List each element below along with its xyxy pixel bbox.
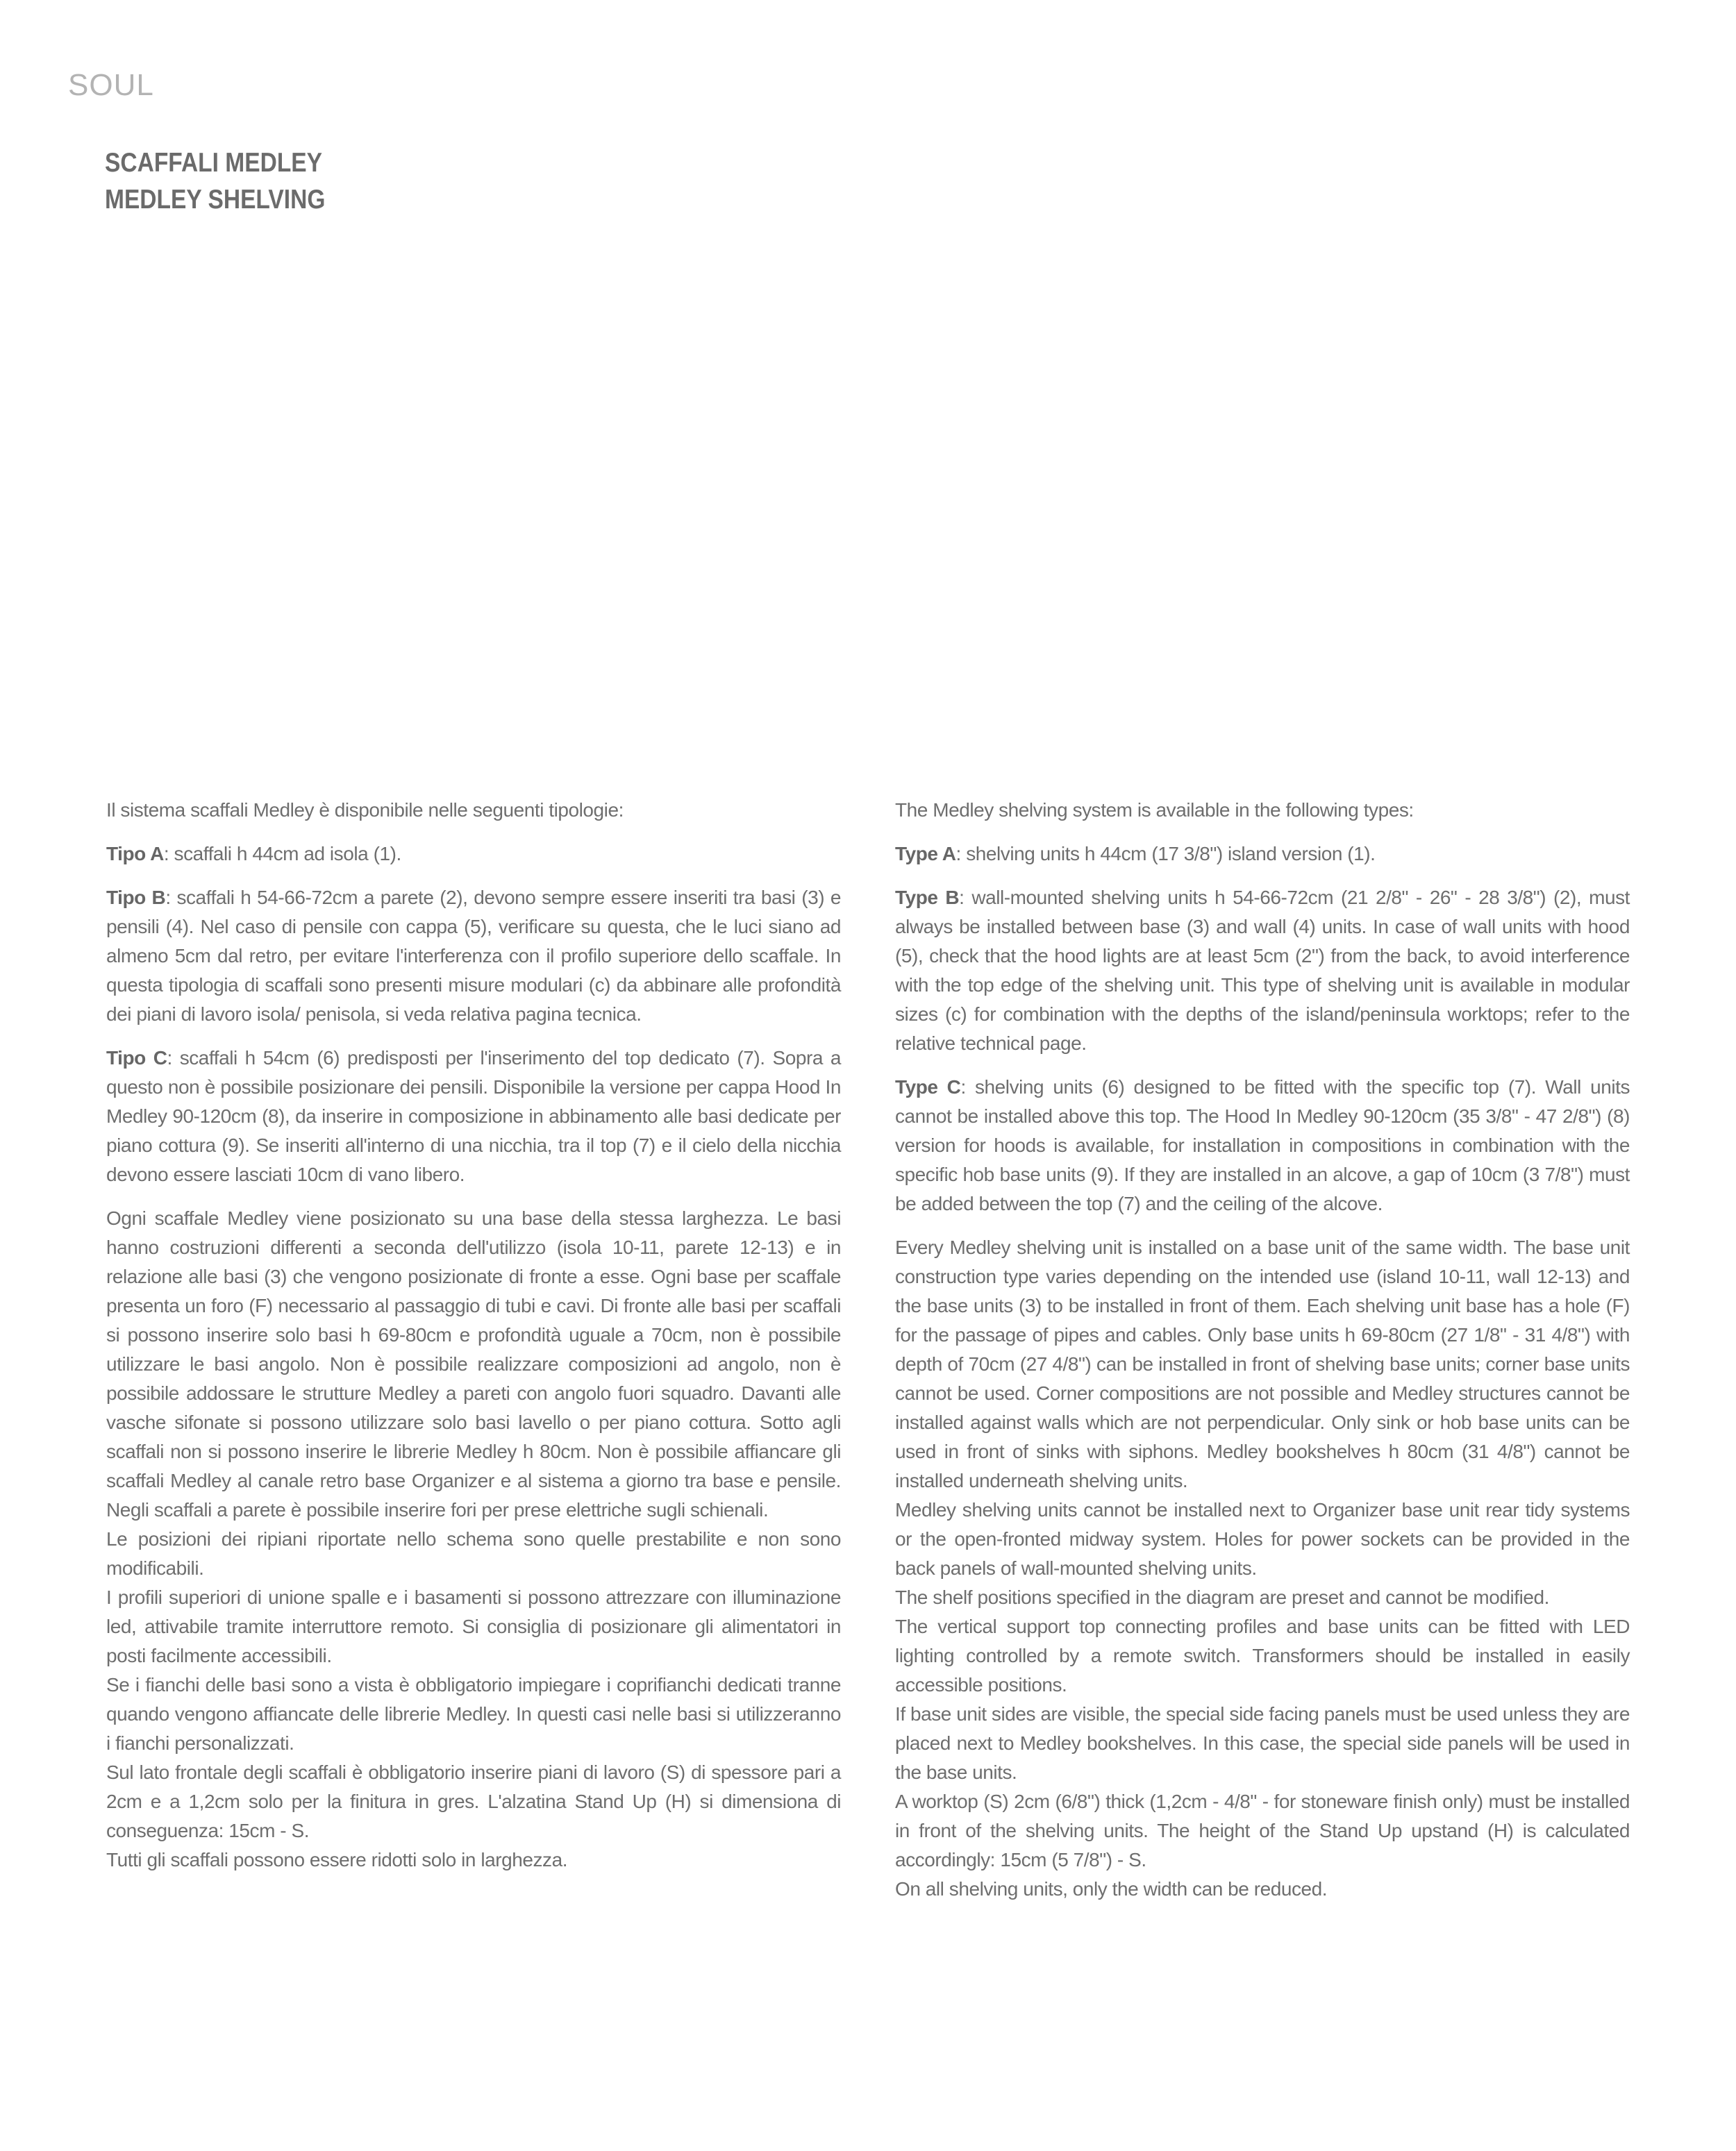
note-paragraph: Medley shelving units cannot be installed next to Organizer base unit rear tidy systems or the open-fronted midway system. Holes for power sockets can be provided in the back panels of wall-mounted shelving units. bbox=[895, 1499, 1630, 1579]
type-paragraph bbox=[106, 839, 841, 869]
type-label: Tipo C bbox=[106, 1047, 167, 1069]
type-label: Type B bbox=[895, 887, 960, 908]
note-paragraph: Se i fianchi delle basi sono a vista è obbligatorio impiegare i coprifianchi dedicati tranne quando vengono affiancate delle librerie Medley. In questi casi nelle basi si utilizzeranno i fianchi personalizzati. bbox=[106, 1674, 841, 1754]
page-title bbox=[105, 144, 361, 218]
note-paragraph: Every Medley shelving unit is installed on a base unit of the same width. The base unit construction type varies depending on the intended use (island 10-11, wall 12-13) and the base units (3) to be installed in front of them. Each shelving unit base has a hole (F) for the passage of pipes and cables. Only base units h 69-80cm (27 1/8" - 31 4/8") with depth of 70cm (27 4/8") can be installed in front of shelving base units; corner base units cannot be used. Corner compositions are not possible and Medley structures cannot be installed against walls which are not perpendicular. Only sink or hob base units can be used in front of sinks with siphons. Medley bookshelves h 80cm (31 4/8") cannot be installed underneath shelving units. bbox=[895, 1237, 1630, 1491]
type-label: Tipo B bbox=[106, 887, 166, 908]
note-paragraph: The vertical support top connecting profiles and base units can be fitted with LED lighting controlled by a remote switch. Transformers should be installed in easily accessible positions. bbox=[895, 1616, 1630, 1696]
type-paragraph bbox=[106, 1044, 841, 1189]
type-text: : scaffali h 54-66-72cm a parete (2), devono sempre essere inseriti tra basi (3) e pensili (4). Nel caso di pensile con cappa (5), verificare su questa, che le luci siano ad almeno 5cm dal retro, per evitare l'interferenza con il profilo superiore dello scaffale. In questa tipologia di scaffali sono presenti misure modulari (c) da abbinare alle profondità dei piani di lavoro isola/ penisola, si veda relativa pagina tecnica. bbox=[106, 887, 841, 1025]
note-paragraph: Ogni scaffale Medley viene posizionato su una base della stessa larghezza. Le basi hanno costruzioni differenti a seconda dell'utilizzo (isola 10-11, parete 12-13) e in relazione alle basi (3) che vengono posizionate di fronte a esse. Ogni base per scaffale presenta un foro (F) necessario al passaggio di tubi e cavi. Di fronte alle basi per scaffali si possono inserire solo basi h 69-80cm e profondità uguale a 70cm, non è possibile utilizzare le basi angolo. Non è possibile realizzare composizioni ad angolo, non è possibile addossare le strutture Medley a pareti con angolo fuori squadro. Davanti alle vasche sifonate si possono utilizzare solo basi lavello o per piano cottura. Sotto agli scaffali non si possono inserire le librerie Medley h 80cm. Non è possibile affiancare gli scaffali Medley al canale retro base Organizer e al sistema a giorno tra base e pensile. Negli scaffali a parete è possibile inserire fori per prese elettriche sugli schienali. bbox=[106, 1207, 841, 1521]
brand-logo: SOUL bbox=[68, 68, 154, 102]
type-text: : scaffali h 54cm (6) predisposti per l'inserimento del top dedicato (7). Sopra a questo non è possibile posizionare dei pensili. Disponibile la versione per cappa Hood In Medley 90-120cm (8), da inserire in composizione in abbinamento alle basi dedicate per piano cottura (9). Se inseriti all'interno di una nicchia, tra il top (7) e il cielo della nicchia devono essere lasciati 10cm di vano libero. bbox=[106, 1047, 841, 1185]
note-paragraph: Sul lato frontale degli scaffali è obbligatorio inserire piani di lavoro (S) di spessore pari a 2cm e a 1,2cm solo per la finitura in gres. L'alzatina Stand Up (H) si dimensiona di conseguenza: 15cm - S. bbox=[106, 1761, 841, 1841]
note-paragraph: I profili superiori di unione spalle e i basamenti si possono attrezzare con illuminazione led, attivabile tramite interruttore remoto. Si consiglia di posizionare gli alimentatori in posti facilmente accessibili. bbox=[106, 1587, 841, 1666]
note-paragraph: If base unit sides are visible, the special side facing panels must be used unless they are placed next to Medley bookshelves. In this case, the special side panels will be used in the base units. bbox=[895, 1703, 1630, 1783]
note-paragraph: A worktop (S) 2cm (6/8") thick (1,2cm - 4/8" - for stoneware finish only) must be installed in front of the shelving units. The height of the Stand Up upstand (H) is calculated accordingly: 15cm (5 7/8") - S. bbox=[895, 1791, 1630, 1870]
intro-paragraph: Il sistema scaffali Medley è disponibile nelle seguenti tipologie: bbox=[106, 799, 624, 821]
type-label: Tipo A bbox=[106, 843, 164, 864]
note-paragraph: On all shelving units, only the width can be reduced. bbox=[895, 1878, 1328, 1900]
type-paragraph bbox=[895, 1073, 1630, 1219]
note-paragraph: Le posizioni dei ripiani riportate nello schema sono quelle prestabilite e non sono modificabili. bbox=[106, 1528, 841, 1579]
column-english bbox=[895, 796, 1630, 1904]
type-label: Type A bbox=[895, 843, 956, 864]
column-italian bbox=[106, 796, 841, 1875]
type-text: : wall-mounted shelving units h 54-66-72cm (21 2/8" - 26" - 28 3/8") (2), must always be installed between base (3) and wall (4) units. In case of wall units with hood (5), check that the hood lights are at least 5cm (2") from the back, to avoid interference with the top edge of the shelving unit. This type of shelving unit is available in modular sizes (c) for combination with the depths of the island/peninsula worktops; refer to the relative technical page. bbox=[895, 887, 1630, 1054]
note-paragraph: The shelf positions specified in the diagram are preset and cannot be modified. bbox=[895, 1587, 1549, 1608]
type-paragraph bbox=[895, 839, 1630, 869]
type-label: Type C bbox=[895, 1076, 961, 1098]
type-paragraph bbox=[106, 883, 841, 1029]
intro-paragraph: The Medley shelving system is available in the following types: bbox=[895, 799, 1414, 821]
type-text: : shelving units (6) designed to be fitted with the specific top (7). Wall units cannot be installed above this top. The Hood In Medley 90-120cm (35 3/8" - 47 2/8") (8) version for hoods is available, for installation in compositions in combination with the specific hob base units (9). If they are installed in an alcove, a gap of 10cm (3 7/8") must be added between the top (7) and the ceiling of the alcove. bbox=[895, 1076, 1630, 1214]
type-text: : scaffali h 44cm ad isola (1). bbox=[163, 843, 401, 864]
type-paragraph bbox=[895, 883, 1630, 1058]
title-english: MEDLEY SHELVING bbox=[105, 185, 326, 215]
type-text: : shelving units h 44cm (17 3/8") island version (1). bbox=[955, 843, 1376, 864]
title-italian: SCAFFALI MEDLEY bbox=[105, 148, 323, 178]
note-paragraph: Tutti gli scaffali possono essere ridotti solo in larghezza. bbox=[106, 1849, 568, 1870]
